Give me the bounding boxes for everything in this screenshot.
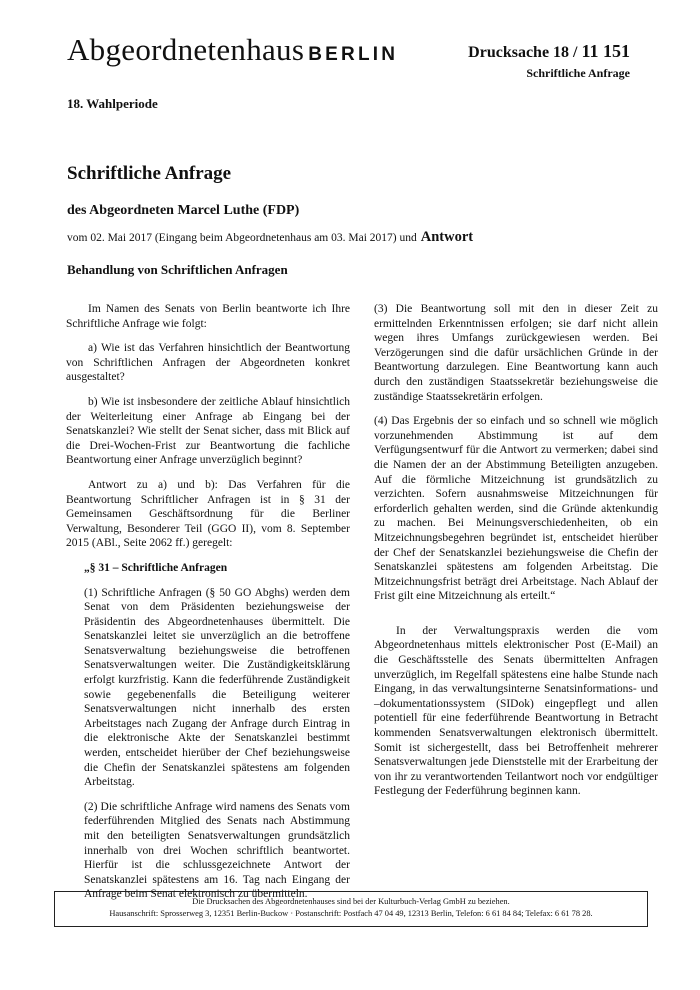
document-type: Schriftliche Anfrage [526, 66, 630, 80]
answer-label: Antwort [420, 229, 474, 245]
practice-paragraph: In der Verwaltungspraxis werden die vom Abgeordnetenhaus mittels elektronischer Post (E-Mail) an die Geschäftsstelle des Senats übermittelten Anfragen unverzüglich, im Regelfall spätestens eine halbe Stunde nach Eingang, in das verwaltungsinterne Senatsinformations- und –dokumentationssystem (SIDok) eingepflegt und allen potentiell für eine federführende Beantwortung in Betracht kommenden Senatsverwaltungen elektronisch übermittelt. Somit ist sichergestellt, dass bei Betroffenheit mehrerer Senatsverwaltungen jede Dienststelle mit der Erarbeitung der von ihr zu verantwortenden Teilantwort noch vor endgültiger Festlegung der Federführung beginnen kann. [374, 624, 658, 798]
dateline-text: vom 02. Mai 2017 (Eingang beim Abgeordnetenhaus am 03. Mai 2017) und [67, 232, 417, 244]
brand-city: BERLIN [308, 44, 399, 65]
footer-line-2: Hausanschrift: Sprosserweg 3, 12351 Berlin-Buckow · Postanschrift: Postfach 47 04 49, 12313 Berlin, Telefon: 6 61 84 84; Telefax: 6 61 78 28. [109, 909, 593, 918]
question-b: b) Wie ist insbesondere der zeitliche Ablauf hinsichtlich der Weiterleitung einer Anfrage ab Eingang bei der Senatskanzlei? Wie stellt der Senat sicher, dass mit Blick auf die Drei-Wochen-Frist zur Beantwortung die fachliche Beantwortung einer Anfrage unverzüglich beginnt? [66, 395, 350, 467]
footer-line-1: Die Drucksachen des Abgeordnetenhauses sind bei der Kulturbuch-Verlag GmbH zu beziehen. [192, 897, 510, 906]
quote-heading: „§ 31 – Schriftliche Anfragen [84, 561, 228, 574]
question-a: a) Wie ist das Verfahren hinsichtlich der Beantwortung von Schriftlichen Anfragen der Abgeordneten konkret ausgestaltet? [66, 342, 350, 384]
parliament-logo [67, 33, 398, 72]
topic-heading: Behandlung von Schriftlichen Anfragen [67, 262, 288, 277]
intro-paragraph: Im Namen des Senats von Berlin beantworte ich Ihre Schriftliche Anfrage wie folgt: [66, 303, 350, 330]
brand-main: Abgeordnetenhaus [67, 32, 305, 67]
wahlperiode: 18. Wahlperiode [67, 96, 158, 111]
drucksache-label: Drucksache 18 / [468, 44, 578, 61]
answer-ab: Antwort zu a) und b): Das Verfahren für die Beantwortung Schriftlicher Anfragen ist in § 31 der Gemeinsamen Geschäftsordnung für die Berliner Verwaltung, Besonderer Teil (GGO II), vom 8. September 2015 (ABl., Seite 2062 ff.) geregelt: [66, 478, 350, 550]
right-column [374, 302, 658, 809]
quote-paragraph-2: (2) Die schriftliche Anfrage wird namens des Senats vom federführenden Mitglied des Senats nach Abstimmung mit den beteiligten Senatsverwaltungen grundsätzlich innerhalb von drei Wochen schriftlich beantwortet. Hierfür ist die schlussgezeichnete Antwort der Senatskanzlei spätestens am 16. Tag nach Eingang der Anfrage beim Senat elektronisch zu übermitteln. [84, 800, 350, 901]
left-column [66, 302, 350, 912]
document-subtitle: des Abgeordneten Marcel Luthe (FDP) [67, 203, 300, 218]
drucksache-number [468, 41, 630, 62]
quote-paragraph-3: (3) Die Beantwortung soll mit den in dieser Zeit zu ermittelnden Erkenntnissen erfolgen; sie darf nicht allein wegen ihres Umfangs zurückgewiesen werden. Bei Verzögerungen sind die dafür ursächlichen Gründe in der Beantwortung darzulegen. Eine Beantwortung kann auch durch den zuständigen Staatssekretär beziehungsweise die zuständige Staatssekretärin erfolgen. [374, 303, 658, 403]
quote-paragraph-4: (4) Das Ergebnis der so einfach und so schnell wie möglich vorzunehmenden Abstimmung ist auf dem Verfügungsentwurf für die Antwort zu vermerken; dabei sind die Namen der an der Abstimmung Beteiligten anzugeben. Auf die förmliche Mitzeichnung ist grundsätzlich zu verzichten. Sofern ausnahmsweise Mitzeichnungen für erforderlich gehalten werden, sind die Gründe aktenkundig zu machen. Bei Meinungsverschiedenheiten, ob ein Mitzeichnungsbegehren begründet ist, entscheidet hierüber der Chef der Senatskanzlei beziehungsweise die Chefin der Senatskanzlei spätestens am folgenden Arbeitstag. Die Mitzeichnungsfrist beträgt drei Arbeitstage. Nach Ablauf der Frist gilt eine Mitzeichnung als erteilt.“ [374, 415, 658, 603]
quote-block [66, 561, 350, 902]
document-title: Schriftliche Anfrage [67, 163, 232, 184]
drucksache-value: 11 151 [581, 41, 630, 61]
quote-paragraph-1: (1) Schriftliche Anfragen (§ 50 GO Abghs) werden dem Senat von dem Präsidenten beziehungsweise der Präsidentin des Abgeordnetenhauses übermittelt. Die Senatskanzlei leitet sie unverzüglich an die betroffene Senatsverwaltung beziehungsweise die betroffenen Senatsverwaltungen weiter. Die Zuständigkeitsklärung erfolgt kurzfristig. Kann die federführende Zuständigkeit sowie gegebenenfalls die Beteiligung weiterer Senatsverwaltungen nicht innerhalb des ersten Arbeitstages nach Zugang der Anfrage durch Eintrag in die elektronische Akte der Senatskanzlei bestimmt werden, entscheidet hierüber der Chef beziehungsweise die Chefin der Senatskanzlei spätestens am folgenden Arbeitstag. [84, 586, 350, 789]
footer-box [54, 891, 648, 927]
dateline [67, 229, 473, 246]
